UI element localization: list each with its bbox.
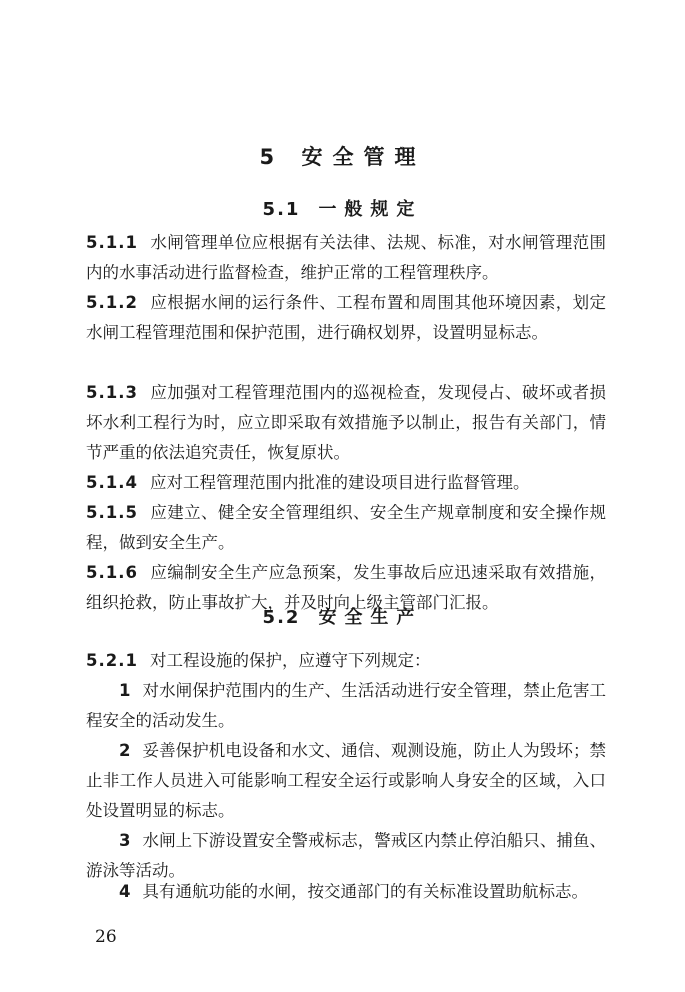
clause-text: 水闸管理单位应根据有关法律、法规、标准，对水闸管理范围内的水事活动进行监督检查，维护正常的工程管理秩序。 — [86, 233, 606, 282]
list-item — [86, 736, 606, 826]
list-item — [86, 877, 606, 907]
clause-text: 对工程设施的保护，应遵守下列规定： — [149, 651, 431, 670]
chapter-title — [0, 142, 685, 172]
clause-text: 应加强对工程管理范围内的巡视检查，发现侵占、破坏或者损坏水利工程行为时，应立即采取有效措施予以制止，报告有关部门，情节严重的依法追究责任，恢复原状。 — [86, 383, 606, 462]
page-number: 26 — [95, 927, 117, 947]
clause-text: 应建立、健全安全管理组织、安全生产规章制度和安全操作规程，做到安全生产。 — [86, 503, 606, 552]
clause-number: 5.1.4 — [86, 473, 138, 492]
chapter-number: 5 — [259, 145, 285, 169]
clause-text: 应根据水闸的运行条件、工程布置和周围其他环境因素，划定水闸工程管理范围和保护范围，进行确权划界，设置明显标志。 — [86, 293, 606, 342]
item-number: 3 — [119, 831, 131, 850]
chapter-title-text: 安全管理 — [301, 145, 426, 169]
clause-number: 5.1.1 — [86, 233, 138, 252]
clause — [86, 378, 606, 468]
section-number: 5.1 — [262, 199, 301, 220]
section-number: 5.2 — [262, 607, 301, 628]
clause-text: 应编制安全生产应急预案，发生事故后应迅速采取有效措施，组织抢救，防止事故扩大，并及时向上级主管部门汇报。 — [86, 563, 606, 612]
clause-number: 5.1.3 — [86, 383, 138, 402]
clause-number: 5.1.5 — [86, 503, 138, 522]
clause — [86, 498, 606, 558]
item-text: 对水闸保护范围内的生产、生活活动进行安全管理，禁止危害工程安全的活动发生。 — [86, 681, 606, 730]
item-number: 4 — [119, 882, 131, 901]
item-text: 具有通航功能的水闸，按交通部门的有关标准设置助航标志。 — [142, 882, 588, 901]
item-text: 妥善保护机电设备和水文、通信、观测设施，防止人为毁坏；禁止非工作人员进入可能影响工程安全运行或影响人身安全的区域，入口处设置明显的标志。 — [86, 741, 606, 820]
section-title — [0, 605, 685, 631]
clause-number: 5.1.6 — [86, 563, 138, 582]
section-title — [0, 197, 685, 223]
clause — [86, 468, 606, 498]
item-text: 水闸上下游设置安全警戒标志，警戒区内禁止停泊船只、捕鱼、游泳等活动。 — [86, 831, 606, 880]
clause — [86, 288, 606, 348]
clause-text: 应对工程管理范围内批准的建设项目进行监督管理。 — [149, 473, 530, 492]
clause — [86, 228, 606, 288]
item-number: 2 — [119, 741, 131, 760]
item-number: 1 — [119, 681, 131, 700]
clause-number: 5.1.2 — [86, 293, 138, 312]
section-title-text: 安全生产 — [318, 607, 423, 628]
clause-number: 5.2.1 — [86, 651, 138, 670]
clause — [86, 646, 606, 676]
section-title-text: 一般规定 — [318, 199, 423, 220]
list-item — [86, 676, 606, 736]
